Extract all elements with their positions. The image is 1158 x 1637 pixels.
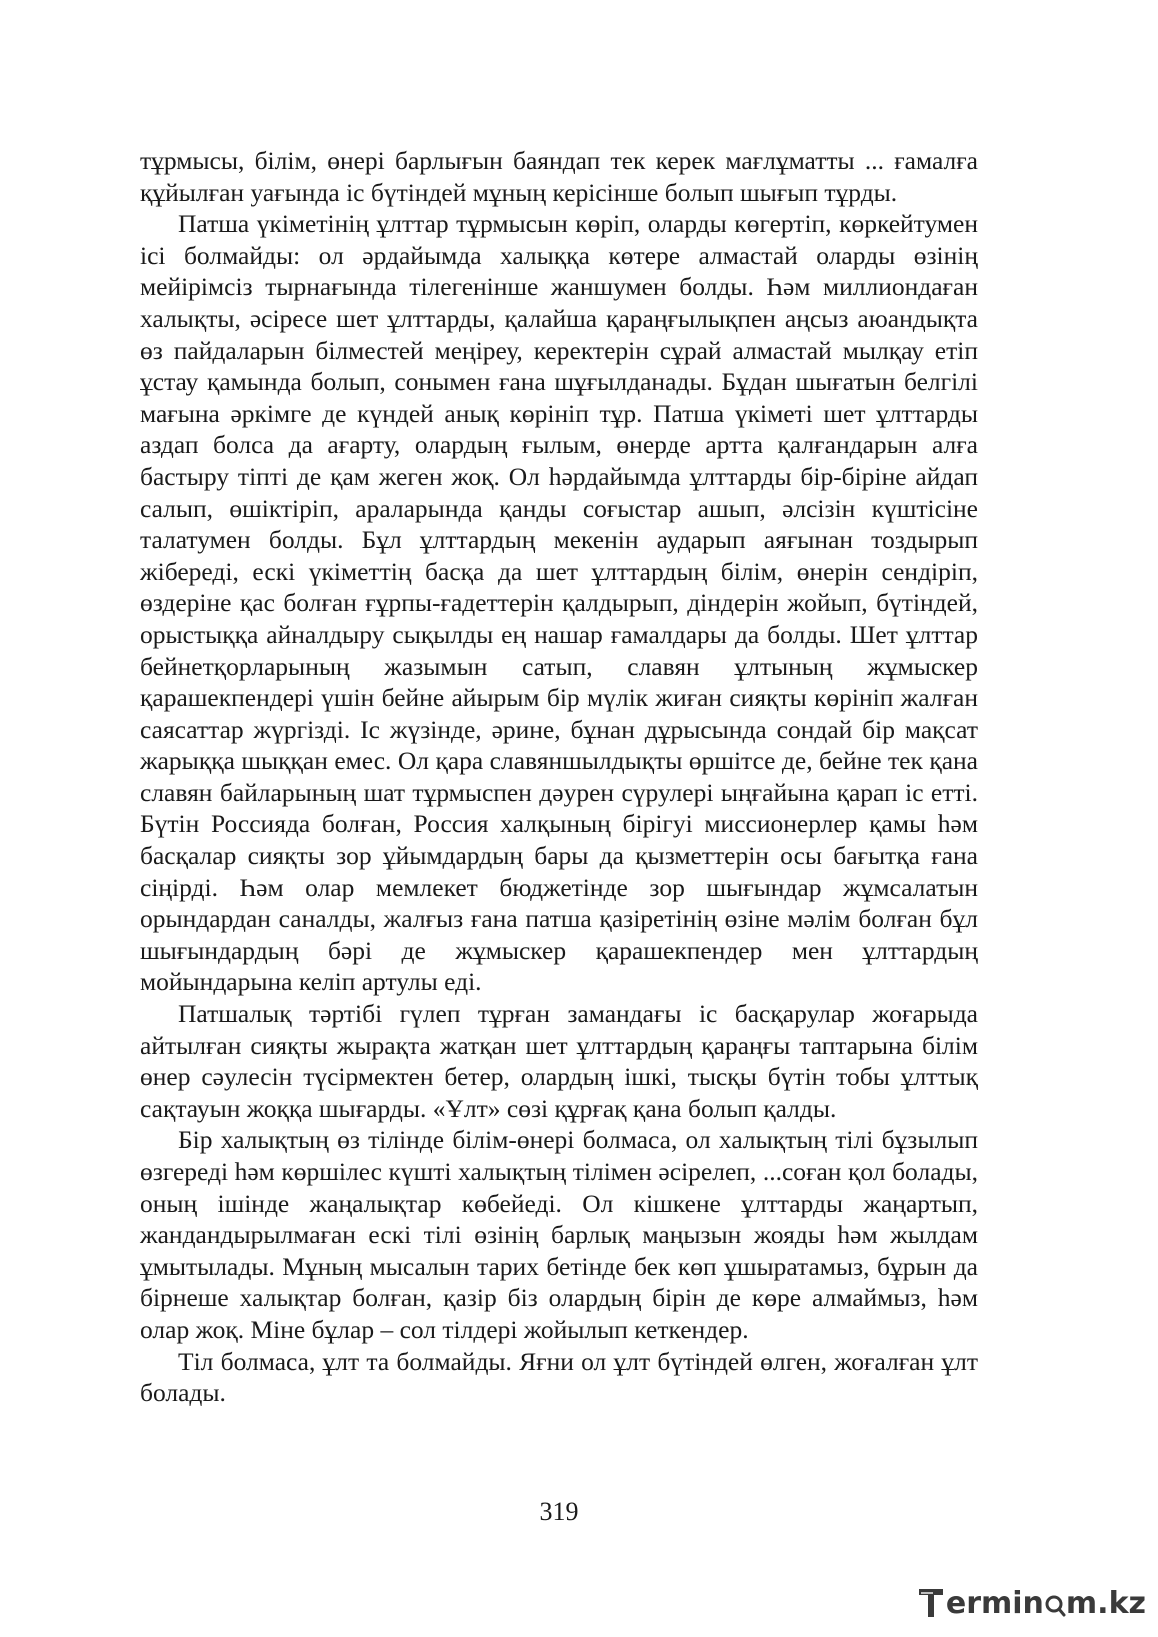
- body-text: [140, 145, 978, 1409]
- watermark-text-end: m.kz: [1065, 1585, 1146, 1621]
- paragraph-2: Патша үкіметінің ұлттар тұрмысын көріп, оларды көгертіп, көркейтумен ісі болмайды: ол әрдайымда халыққа көтере алмастай оларды өзінің мейірімсіз тырнағында тілегенінше жаншумен болды. Һәм миллиондаған халықты, әсіресе шет ұлттарды, қалайша қараңғылықпен аңсыз аюандықта өз пайдаларын білместей меңіреу, керектерін сұрай алмастай мылқау етіп ұстау қамында болып, сонымен ғана шұғылданады. Бұдан шығатын белгілі мағына әркімге де күндей анық көрініп тұр. Патша үкіметі шет ұлттарды аздап болса да ағарту, олардың ғылым, өнерде артта қалғандарын алға бастыру тіпті де қам жеген жоқ. Ол һәрдайымда ұлттарды бір-біріне айдап салып, өшіктіріп, араларында қанды соғыстар ашып, әлсізін күштісіне талатумен болды. Бұл ұлттардың мекенін аударып аяғынан тоздырып жібереді, ескі үкіметтің басқа да шет ұлттардың білім, өнерін сендіріп, өздеріне қас болған ғұрпы-ғадеттерін қалдырып, діндерін жойып, бүтіндей, орыстыққа айналдыру сықылды ең нашар ғамалдары да болды. Шет ұлттар бейнетқорларының жазымын сатып, славян ұлтының жұмыскер қарашекпендері үшін бейне айырым бір мүлік жиған сияқты көрініп жалған саясаттар жүргізді. Іс жүзінде, әрине, бұнан дұрысында сондай бір мақсат жарыққа шыққан емес. Ол қара славяншылдықты өршітсе де, бейне тек қана славян байларының шат тұрмыспен дәурен сүрулері ыңғайына қарап іс етті. Бүтін Россияда болған, Россия халқының бірігуі миссионерлер қамы һәм басқалар сияқты зор ұйымдардың бары да қызметтерін осы бағытқа ғана сіңірді. Һәм олар мемлекет бюджетінде зор шығындар жұмсалатын орындардан саналды, жалғыз ғана патша қазіретінің өзіне мәлім болған бұл шығындардың бәрі де жұмыскер қарашекпендер мен ұлттардың мойындарына келіп артулы еді.: [140, 209, 978, 997]
- page-number: 319: [539, 1497, 579, 1526]
- watermark-text-start: ermin: [945, 1585, 1044, 1621]
- paragraph-3: Патшалық тәртібі гүлеп тұрған замандағы іс басқарулар жоғарыда айтылған сияқты жырақта жатқан шет ұлттардың қараңғы таптарына білім өнер сәулесін түсірмектен бетер, олардың ішкі, тысқы бүтін тобы ұлттық сақтауын жоққа шығарды. «Ұлт» сөзі құрғақ қана болып қалды.: [140, 999, 978, 1123]
- watermark-logo: [917, 1581, 1146, 1625]
- paragraph-1: тұрмысы, білім, өнері барлығын баяндап тек керек мағлұматты ... ғамалға құйылған уағында іс бүтіндей мұның керісінше болып шығып тұрды.: [140, 146, 978, 207]
- paragraph-5: Тіл болмаса, ұлт та болмайды. Яғни ол ұлт бүтіндей өлген, жоғалған ұлт болады.: [140, 1346, 978, 1408]
- paragraph-4: Бір халықтың өз тілінде білім-өнері болмаса, ол халықтың тілі бұзылып өзгереді һәм көршілес күшті халықтың тілімен әсірелеп, ...соған қол болады, оның ішінде жаңалықтар көбейеді. Ол кішкене ұлттарды жаңартып, жандандырылмаған ескі тілі өзінің барлық маңызын жояды һәм жылдам ұмытылады. Мұның мысалын тарих бетінде бек көп ұшыратамыз, бұрын да бірнеше халықтар болған, қазір біз олардың бірін де көре алмаймыз, һәм олар жоқ. Міне бұлар – сол тілдері жойылып кеткендер.: [140, 1125, 978, 1344]
- logo-t-icon: [917, 1585, 945, 1621]
- magnifier-icon: [1044, 1588, 1066, 1618]
